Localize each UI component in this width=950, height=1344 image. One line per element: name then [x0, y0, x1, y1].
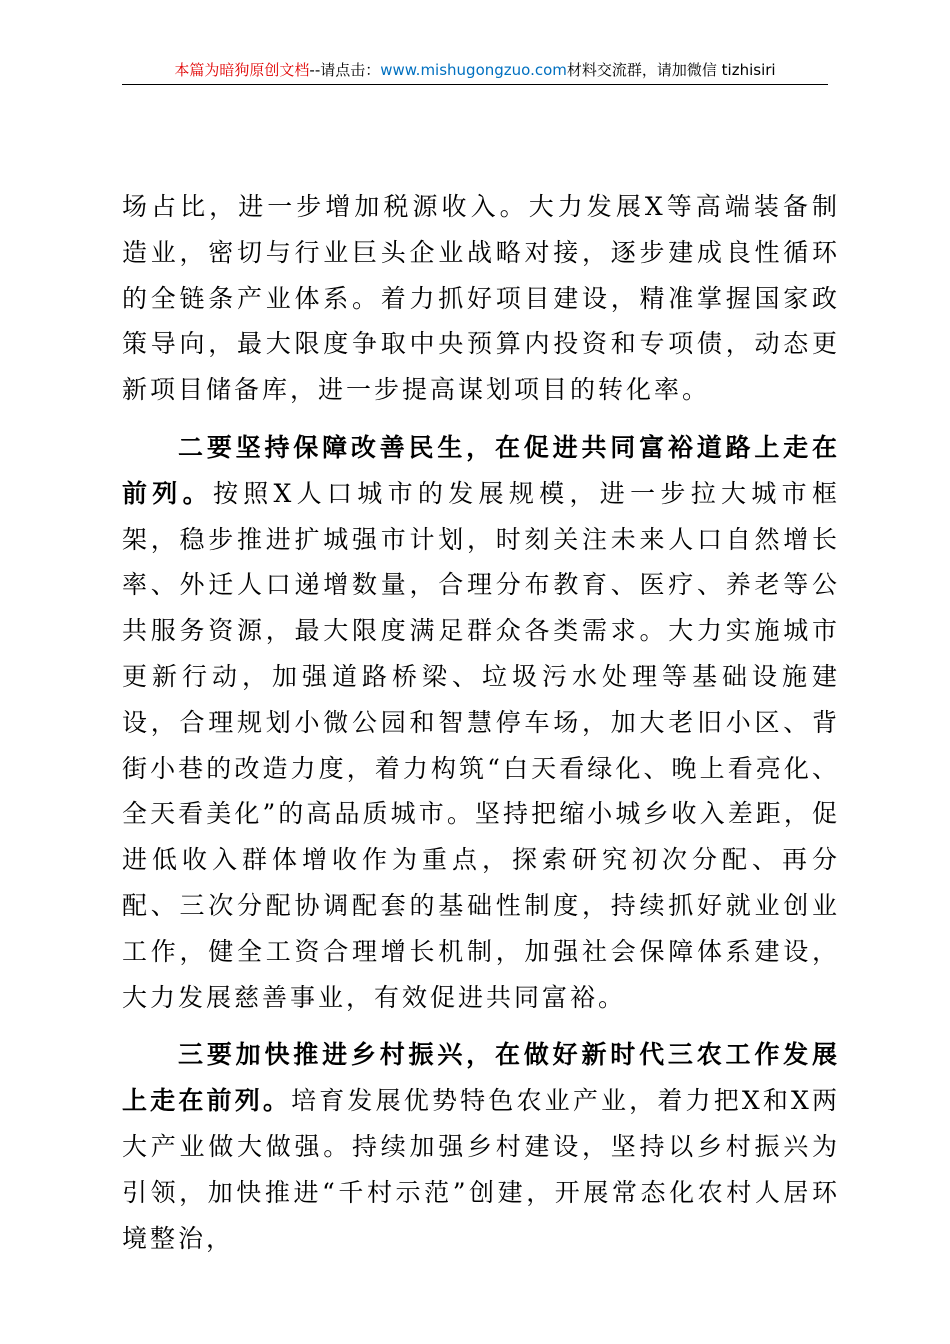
- header-prompt: --请点击：: [309, 61, 381, 79]
- header-url-link[interactable]: www.mishugongzuo.com: [380, 61, 567, 79]
- paragraph-2-heading: 二要坚持保障改善民生，在促进共同富裕道路上走在前列。: [122, 432, 840, 508]
- paragraph-3: [122, 1032, 840, 1261]
- header-suffix: 材料交流群，请加微信 tizhisiri: [566, 61, 776, 79]
- paragraph-3-heading: 三要加快推进乡村振兴，在做好新时代三农工作发展上走在前列。: [122, 1040, 840, 1116]
- page-header: [122, 58, 828, 85]
- paragraph-2-text: 按照X人口城市的发展规模，进一步拉大城市框架，稳步推进扩城强市计划，时刻关注未来人口自然增长率、外迁人口递增数量，合理分布教育、医疗、养老等公共服务资源，最大限度满足群众各类需求。大力实施城市更新行动，加强道路桥梁、垃圾污水处理等基础设施建设，合理规划小微公园和智慧停车场，加大老旧小区、背街小巷的改造力度，着力构筑“白天看绿化、晚上看亮化、全天看美化”的高品质城市。坚持把缩小城乡收入差距，促进低收入群体增收作为重点，探索研究初次分配、再分配、三次分配协调配套的基础性制度，持续抓好就业创业工作，健全工资合理增长机制，加强社会保障体系建设，大力发展慈善事业，有效促进共同富裕。: [122, 478, 840, 1012]
- paragraph-3-text: 培育发展优势特色农业产业，着力把X和X两大产业做大做强。持续加强乡村建设，坚持以乡村振兴为引领，加快推进“千村示范”创建，开展常态化农村人居环境整治，: [122, 1086, 840, 1253]
- paragraph-2: [122, 425, 840, 1020]
- document-body: [122, 184, 840, 1261]
- header-brand[interactable]: 本篇为暗狗原创文档: [174, 61, 310, 79]
- paragraph-1: 场占比，进一步增加税源收入。大力发展X等高端装备制造业，密切与行业巨头企业战略对接，逐步建成良性循环的全链条产业体系。着力抓好项目建设，精准掌握国家政策导向，最大限度争取中央预算内投资和专项债，动态更新项目储备库，进一步提高谋划项目的转化率。: [122, 192, 840, 405]
